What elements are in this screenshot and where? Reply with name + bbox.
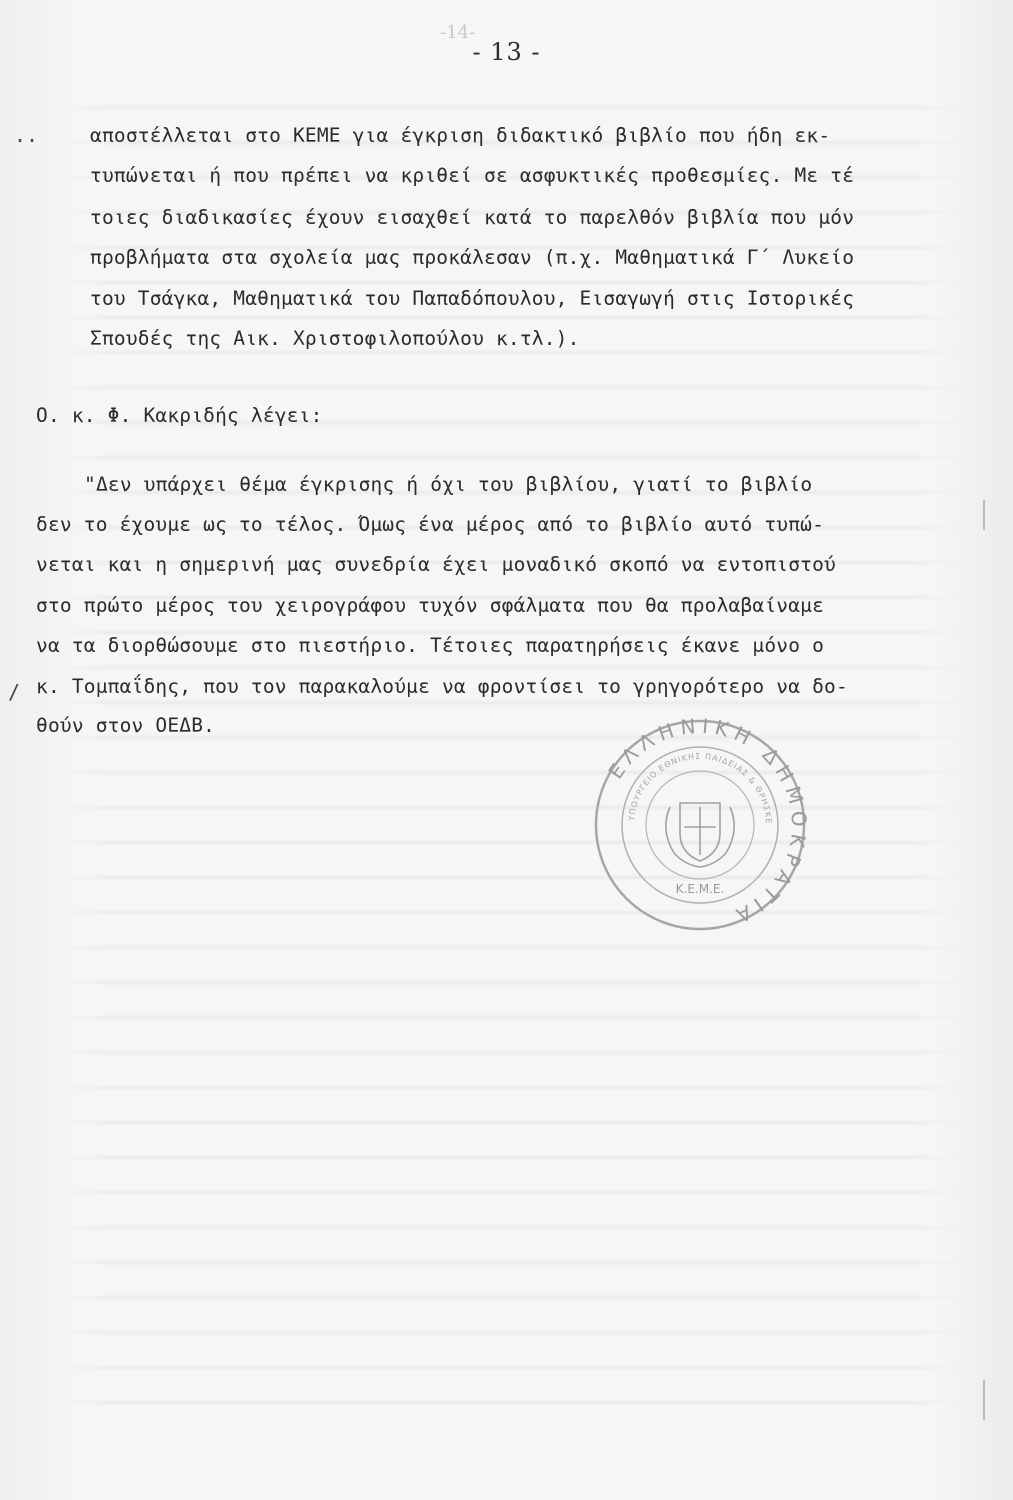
text-line: προβλήματα στα σχολεία μας προκάλεσαν (π.χ. Μαθηματικά Γ΄ Λυκείο — [90, 246, 855, 269]
faint-page-number: -14- — [440, 22, 476, 43]
page-number: - 13 - — [472, 38, 541, 66]
text-line: να τα διορθώσουμε στο πιεστήριο. Τέτοιες παρατηρήσεις έκανε μόνο ο — [36, 634, 825, 657]
text-line: τυπώνεται ή που πρέπει να κριθεί σε ασφυκτικές προθεσμίες. Με τέ — [90, 164, 855, 187]
speaker-line: Ο. κ. Φ. Κακριδής λέγει: — [36, 404, 323, 427]
stamp-seal-icon — [590, 715, 810, 935]
margin-slash: / — [8, 680, 21, 704]
official-stamp — [590, 715, 810, 935]
svg-text:ΥΠΟΥΡΓΕΙΟ ΕΘΝΙΚΗΣ ΠΑΙΔΕΙΑΣ & Θ: ΥΠΟΥΡΓΕΙΟ ΕΘΝΙΚΗΣ ΠΑΙΔΕΙΑΣ & ΘΡΗΣΚΕ — [627, 751, 774, 825]
scan-edge-mark — [983, 1380, 985, 1420]
text-line: του Τσάγκα, Μαθηματικά του Παπαδόπουλου, Εισαγωγή στις Ιστορικές — [90, 287, 855, 310]
text-line: Σπουδές της Αικ. Χριστοφιλοπούλου κ.τλ.). — [90, 327, 580, 350]
text-line: δεν το έχουμε ως το τέλος. Όμως ένα μέρος από το βιβλίο αυτό τυπώ- — [36, 513, 825, 536]
margin-dots: .. — [14, 123, 39, 147]
text-line: στο πρώτο μέρος του χειρογράφου τυχόν σφάλματα που θα προλαβαίναμε — [36, 594, 825, 617]
text-line: αποστέλλεται στο ΚΕΜΕ για έγκριση διδακτικό βιβλίο που ήδη εκ- — [90, 124, 831, 147]
text-line: τοιες διαδικασίες έχουν εισαχθεί κατά το παρελθόν βιβλία που μόν — [90, 206, 855, 229]
svg-text:ΕΛΛΗΝΙΚΗ ΔΗΜΟΚΡΑΤΙΑ: ΕΛΛΗΝΙΚΗ ΔΗΜΟΚΡΑΤΙΑ — [603, 715, 810, 930]
scan-edge-mark — [983, 500, 985, 530]
text-line: νεται και η σημερινή μας συνεδρία έχει μοναδικό σκοπό να εντοπιστού — [36, 553, 836, 576]
text-line: θούν στον ΟΕΔΒ. — [36, 714, 216, 737]
text-line: "Δεν υπάρχει θέμα έγκρισης ή όχι του βιβλίου, γιατί το βιβλίο — [84, 473, 813, 496]
svg-text:Κ.Ε.Μ.Ε.: Κ.Ε.Μ.Ε. — [675, 882, 725, 896]
text-line: κ. Τομπαΐδης, που τον παρακαλούμε να φροντίσει το γρηγορότερο να δο- — [36, 675, 848, 698]
